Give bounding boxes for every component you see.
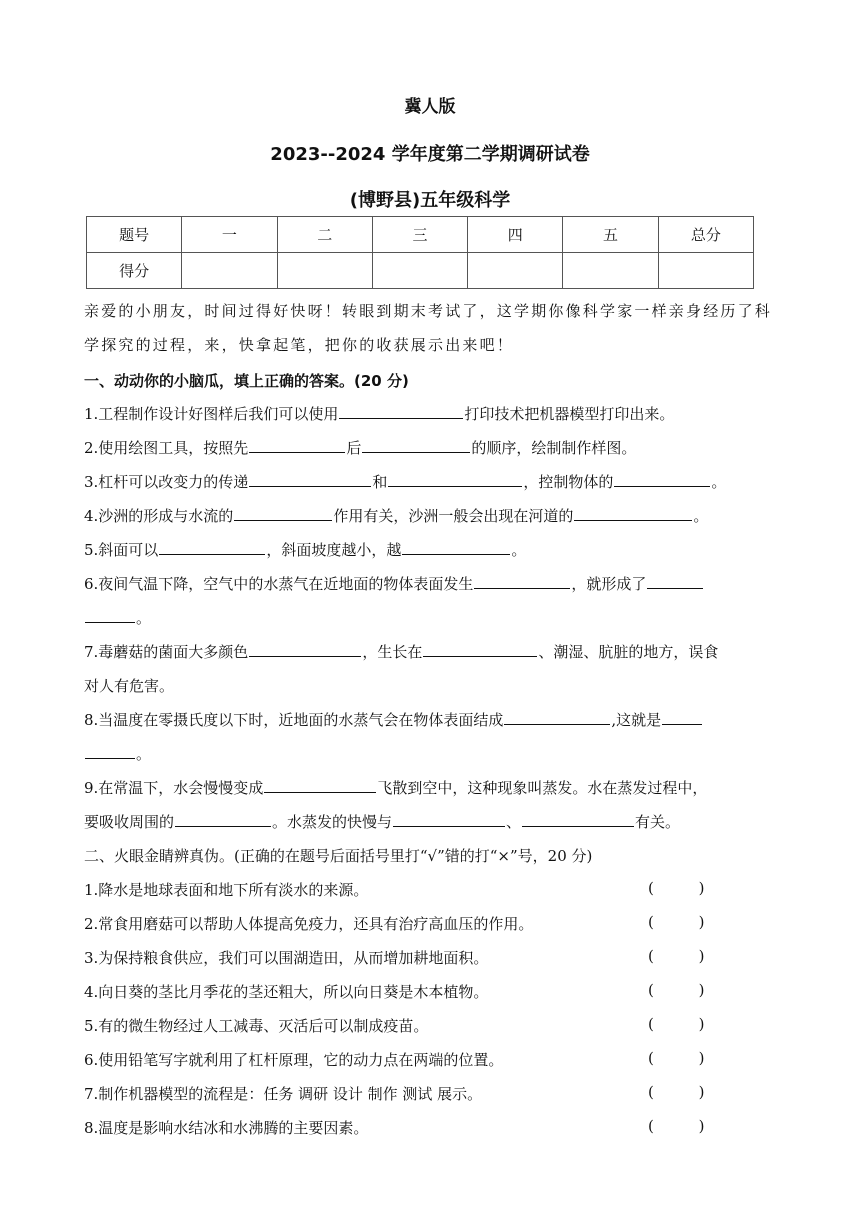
- q1-text-a: 1.工程制作设计好图样后我们可以使用: [84, 405, 339, 423]
- question-6-cont: [84, 607, 782, 628]
- exam-title: 2023--2024 学年度第二学期调研试卷: [270, 144, 590, 165]
- answer-paren[interactable]: ( ): [648, 1083, 725, 1101]
- edition-title: 冀人版: [404, 97, 456, 117]
- q9-text-f: 有关。: [635, 813, 681, 831]
- score-table-score-row: [87, 253, 754, 289]
- score-input-cell[interactable]: [468, 253, 563, 289]
- score-cell: 总分: [658, 217, 753, 253]
- blank[interactable]: [85, 607, 135, 623]
- question-4: [84, 505, 782, 526]
- intro-line-1: 亲爱的小朋友，时间过得好快呀！转眼到期末考试了，这学期你像科学家一样亲身经历了科: [84, 302, 773, 320]
- question-1: [84, 403, 782, 424]
- q6-text-a: 6.夜间气温下降，空气中的水蒸气在近地面的物体表面发生: [84, 575, 474, 593]
- score-cell: 题号: [87, 217, 182, 253]
- section1-heading: 一、动动你的小脑瓜，填上正确的答案。(20 分): [84, 372, 409, 390]
- question-7-cont: 对人有危害。: [84, 677, 175, 695]
- question-3: [84, 471, 782, 492]
- score-input-cell[interactable]: [563, 253, 658, 289]
- q4-text-c: 。: [693, 507, 709, 525]
- intro-line-2: 学探究的过程，来，快拿起笔，把你的收获展示出来吧！: [84, 336, 515, 354]
- score-table: [86, 216, 754, 289]
- q8-text-c: 。: [136, 745, 152, 763]
- answer-paren[interactable]: ( ): [648, 1015, 725, 1033]
- blank[interactable]: [393, 811, 505, 827]
- answer-paren[interactable]: ( ): [648, 981, 725, 999]
- section2-heading: 二、火眼金睛辨真伪。(正确的在题号后面括号里打“√”错的打“×”号，20 分): [84, 847, 593, 865]
- q3-text-d: 。: [711, 473, 727, 491]
- blank[interactable]: [339, 403, 463, 419]
- blank[interactable]: [249, 437, 345, 453]
- q7-text-b: ，生长在: [362, 643, 423, 661]
- blank[interactable]: [574, 505, 692, 521]
- q8-text-a: 8.当温度在零摄氏度以下时，近地面的水蒸气会在物体表面结成: [84, 711, 504, 729]
- q2-text-a: 2.使用绘图工具，按照先: [84, 439, 249, 457]
- q4-text-a: 4.沙洲的形成与水流的: [84, 507, 234, 525]
- answer-paren[interactable]: ( ): [648, 913, 725, 931]
- judge-item-8: 8.温度是影响水结冰和水沸腾的主要因素。: [84, 1119, 369, 1137]
- blank[interactable]: [402, 539, 510, 555]
- score-table-header-row: [87, 217, 754, 253]
- answer-paren[interactable]: ( ): [648, 879, 725, 897]
- q3-text-a: 3.杠杆可以改变力的传递: [84, 473, 249, 491]
- score-label-cell: 得分: [87, 253, 182, 289]
- q9-text-a: 9.在常温下，水会慢慢变成: [84, 779, 264, 797]
- blank[interactable]: [264, 777, 376, 793]
- q6-text-b: ，就形成了: [571, 575, 647, 593]
- score-cell: 四: [468, 217, 563, 253]
- blank[interactable]: [234, 505, 332, 521]
- judge-item-1: 1.降水是地球表面和地下所有淡水的来源。: [84, 881, 369, 899]
- judge-item-4: 4.向日葵的茎比月季花的茎还粗大，所以向日葵是木本植物。: [84, 983, 489, 1001]
- blank[interactable]: [175, 811, 271, 827]
- q5-text-c: 。: [511, 541, 527, 559]
- blank[interactable]: [504, 709, 610, 725]
- q3-text-c: ，控制物体的: [523, 473, 614, 491]
- judge-item-6: 6.使用铅笔写字就利用了杠杆原理，它的动力点在两端的位置。: [84, 1051, 504, 1069]
- blank[interactable]: [662, 709, 702, 725]
- q7-text-c: 、潮湿、肮脏的地方，误食: [538, 643, 719, 661]
- blank[interactable]: [647, 573, 703, 589]
- answer-paren[interactable]: ( ): [648, 947, 725, 965]
- score-cell: 一: [182, 217, 277, 253]
- question-8: [84, 709, 782, 730]
- blank[interactable]: [249, 471, 371, 487]
- blank[interactable]: [362, 437, 470, 453]
- question-9-cont: [84, 811, 782, 832]
- question-8-cont: [84, 743, 782, 764]
- blank[interactable]: [423, 641, 537, 657]
- subject-title: (博野县)五年级科学: [349, 190, 511, 211]
- answer-paren[interactable]: ( ): [648, 1117, 725, 1135]
- score-input-cell[interactable]: [372, 253, 467, 289]
- q5-text-a: 5.斜面可以: [84, 541, 159, 559]
- q5-text-b: ，斜面坡度越小，越: [266, 541, 402, 559]
- judge-item-5: 5.有的微生物经过人工减毒、灭活后可以制成疫苗。: [84, 1017, 429, 1035]
- blank[interactable]: [159, 539, 265, 555]
- blank[interactable]: [249, 641, 361, 657]
- score-cell: 三: [372, 217, 467, 253]
- q2-text-c: 的顺序，绘制制作样图。: [471, 439, 637, 457]
- q8-text-b: ,这就是: [611, 711, 662, 729]
- q1-text-b: 打印技术把机器模型打印出来。: [464, 405, 675, 423]
- blank[interactable]: [85, 743, 135, 759]
- question-9: [84, 777, 782, 798]
- judge-item-7: 7.制作机器模型的流程是：任务 调研 设计 制作 测试 展示。: [84, 1085, 483, 1103]
- blank[interactable]: [474, 573, 570, 589]
- q7-text-a: 7.毒蘑菇的菌面大多颜色: [84, 643, 249, 661]
- q9-text-d: 。水蒸发的快慢与: [272, 813, 393, 831]
- score-input-cell[interactable]: [277, 253, 372, 289]
- score-cell: 二: [277, 217, 372, 253]
- question-2: [84, 437, 782, 458]
- blank[interactable]: [614, 471, 710, 487]
- question-5: [84, 539, 782, 560]
- q6-text-c: 。: [136, 609, 152, 627]
- q2-text-b: 后: [346, 439, 362, 457]
- question-7: [84, 641, 782, 662]
- q3-text-b: 和: [372, 473, 388, 491]
- q9-text-e: 、: [506, 813, 522, 831]
- score-cell: 五: [563, 217, 658, 253]
- answer-paren[interactable]: ( ): [648, 1049, 725, 1067]
- blank[interactable]: [388, 471, 522, 487]
- q9-text-b: 飞散到空中，这种现象叫蒸发。水在蒸发过程中，: [377, 779, 708, 797]
- score-input-cell[interactable]: [182, 253, 277, 289]
- q9-text-c: 要吸收周围的: [84, 813, 175, 831]
- judge-item-3: 3.为保持粮食供应，我们可以围湖造田，从而增加耕地面积。: [84, 949, 489, 967]
- judge-item-2: 2.常食用磨菇可以帮助人体提高免疫力，还具有治疗高血压的作用。: [84, 915, 534, 933]
- question-6: [84, 573, 782, 594]
- blank[interactable]: [522, 811, 634, 827]
- score-input-cell[interactable]: [658, 253, 753, 289]
- q4-text-b: 作用有关，沙洲一般会出现在河道的: [333, 507, 574, 525]
